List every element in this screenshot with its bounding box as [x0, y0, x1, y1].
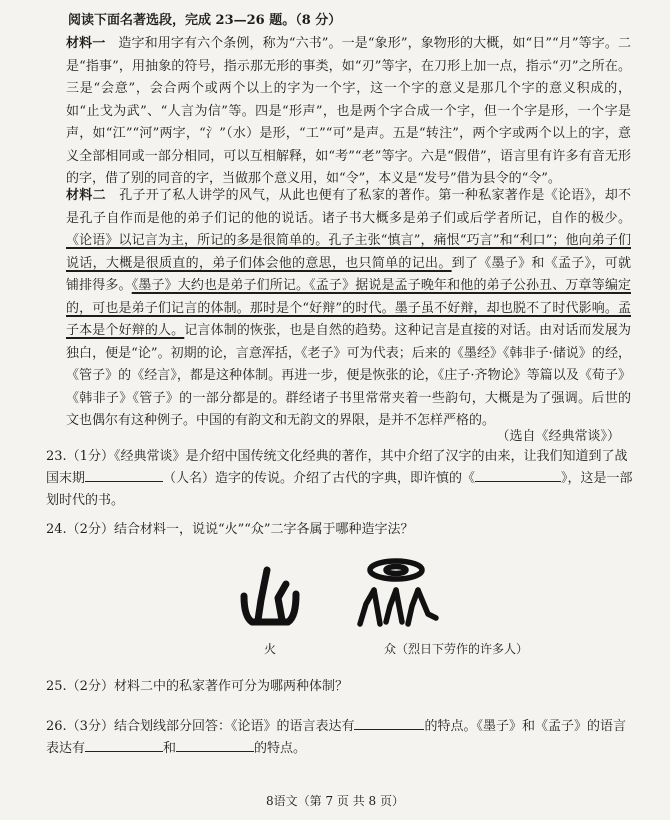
- material-two-label: 材料二: [66, 188, 106, 203]
- material-two: [66, 185, 631, 433]
- q26-blank-3[interactable]: [176, 739, 254, 752]
- q26-part-c: 和: [163, 741, 177, 756]
- material-one: [66, 33, 631, 191]
- q26-blank-1[interactable]: [354, 717, 424, 730]
- fire-caption: 火: [264, 642, 277, 656]
- fire-glyph-image: [236, 560, 304, 628]
- q26-part-d: 的特点。: [254, 741, 307, 756]
- page-footer: 8语文（第 7 页 共 8 页）: [266, 794, 404, 808]
- question-26: [46, 716, 636, 760]
- q23-blank-book[interactable]: [475, 469, 561, 482]
- material-two-underline-1: 《论语》以记言为主，所记的多是很简单的。孔子主张“慎言”，痛恨“巧言”和“利口”；他向弟子们说话，大概是很质直的，弟子们体会他的意思，也只简单的记出。: [66, 233, 631, 271]
- q26-blank-2[interactable]: [85, 739, 163, 752]
- material-one-paragraph: [66, 33, 631, 191]
- material-one-text: 造字和用字有六个条例，称为“六书”。一是“象形”，象物形的大概，如“日”“月”等字。二是“指事”，用抽象的符号，指示那无形的事类，如“刃”等字，在刀形上加一点，指示“刃”之所在。三是“会意”，会合两个或两个以上的字为一个字，这一个字的意义是那几个字的意义积成的，如“止戈为武”、“人言为信”等。四是“形声”，也是两个字合成一个字，但一个字是形，一个字是声，如“江”“河”两字，“氵”（水）是形，“工”“可”是声。五是“转注”，两个字或两个以上的字，意义全部相同或一部分相同，可以互相解释，如“考”“老”等字。六是“假借”，语言里有许多有音无形的字，借了别的同音的字，当做那个意义用，如“令”，本义是“发号”借为县令的“令”。: [66, 36, 631, 186]
- material-two-text-1: 孔子开了私人讲学的风气，从此也便有了私家的著作。第一种私家著作是《论语》，却不是孔子自作而是他的弟子们记的他的说话。诸子书大概多是弟子们或后学者所记，自作的极少。: [66, 188, 631, 226]
- question-25: 25.（2分）材料二中的私家著作可分为哪两种体制？: [46, 679, 348, 694]
- material-two-underline-2: 《墨子》大约也是弟子们所记。《孟子》据说是孟子晚年和他的弟子公孙丑、万章等编定的，可也是弟子们记言的体制。那时是个“好辩”的时代。墨子虽不好辩，却也脱不了时代影响。孟子本是个好辩的人。: [66, 278, 631, 338]
- question-24: 24.（2分）结合材料一，说说“火”“众”二字各属于哪种造字法？: [46, 522, 414, 537]
- crowd-glyph-image: [352, 556, 440, 628]
- q23-blank-person[interactable]: [85, 469, 163, 482]
- q23-part-a: 23.（1分）《经典常谈》是介绍中国传统文化经典的著作，其中介绍了汉字的由来，让我们知道到了战国末期: [46, 449, 628, 486]
- q26-part-b: 的特点。《墨子》和《孟子》的语言表达有: [46, 719, 626, 756]
- material-one-label: 材料一: [66, 36, 106, 51]
- material-two-text-2: 到了《墨子》和《孟子》，可就铺排得多。: [66, 255, 631, 293]
- source-note: （选自《经典常谈》）: [496, 429, 620, 444]
- q26-part-a: 26.（3分）结合划线部分回答：《论语》的语言表达有: [46, 719, 355, 734]
- reading-intro: [66, 10, 631, 33]
- q23-part-b: （人名）造字的传说。介绍了古代的字典，即许慎的《: [163, 471, 476, 486]
- crowd-caption: 众（烈日下劳作的许多人）: [384, 642, 529, 656]
- q23-part-c: 》，这是一部划时代的书。: [46, 471, 633, 508]
- question-23: [46, 446, 636, 512]
- material-two-paragraph: [66, 185, 631, 433]
- material-two-text-3: 记言体制的恢张，也是自然的趋势。这种记言是直接的对话。由对话而发展为独白，便是“论”。初期的论，言意浑括，《老子》可为代表；后来的《墨经》《韩非子·储说》的经，《管子》的《经言》，都是这种体制。再进一步，便是恢张的论，《庄子·齐物论》等篇以及《荀子》《韩非子》《管子》的一部分都是的。群经诸子书里常常夹着一些韵句，大概是为了强调。后世的文也偶尔有这种例子。中国的有韵文和无韵文的界限，是并不怎样严格的。: [66, 323, 631, 428]
- intro-text: 阅读下面名著选段，完成 23—26 题。（8 分）: [68, 13, 342, 28]
